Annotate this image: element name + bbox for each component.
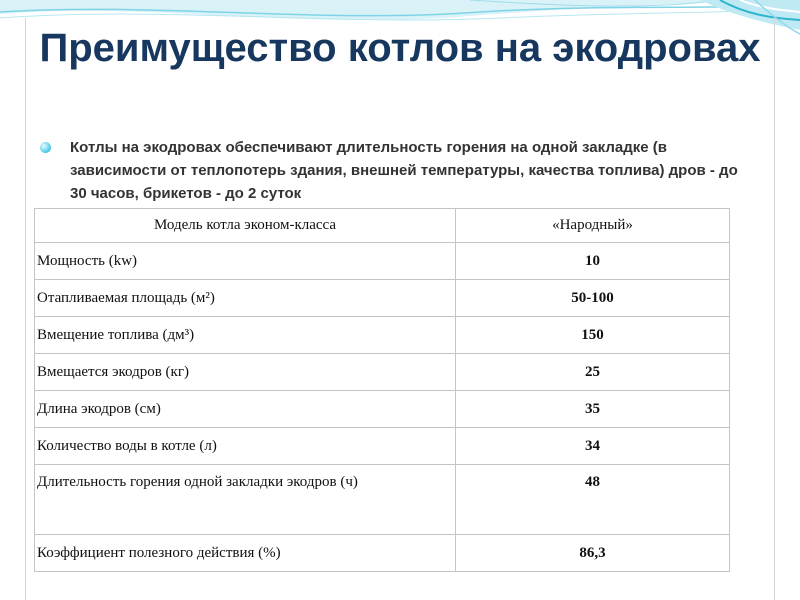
row-value: 150 — [456, 317, 730, 354]
table-row — [35, 391, 730, 428]
row-value: 35 — [456, 391, 730, 428]
row-value: 34 — [456, 428, 730, 465]
bullet-text: Котлы на экодровах обеспечивают длительность горения на одной закладке (в зависимости от теплопотерь здания, внешней температуры, качества топлива) дров - до 30 часов, брикетов - до 2 суток — [70, 139, 738, 202]
header-model-label: Модель котла эконом-класса — [35, 209, 456, 243]
boiler-spec-table — [34, 208, 730, 572]
row-value: 48 — [456, 465, 730, 535]
row-label: Мощность (kw) — [35, 243, 456, 280]
table-row — [35, 280, 730, 317]
row-value: 86,3 — [456, 535, 730, 572]
header-model-name: «Народный» — [456, 209, 730, 243]
table-row — [35, 243, 730, 280]
row-label: Вмещается экодров (кг) — [35, 354, 456, 391]
bullet-icon — [40, 142, 51, 153]
table-row — [35, 535, 730, 572]
row-label: Коэффициент полезного действия (%) — [35, 535, 456, 572]
row-label: Длина экодров (см) — [35, 391, 456, 428]
row-label: Вмещение топлива (дм³) — [35, 317, 456, 354]
row-value: 50-100 — [456, 280, 730, 317]
row-label: Отапливаемая площадь (м²) — [35, 280, 456, 317]
slide-title: Преимущество котлов на экодровах — [39, 26, 761, 70]
table-row — [35, 354, 730, 391]
row-value: 25 — [456, 354, 730, 391]
table-row — [35, 465, 730, 535]
table-row — [35, 317, 730, 354]
row-label: Количество воды в котле (л) — [35, 428, 456, 465]
table-header-row — [35, 209, 730, 243]
table-row — [35, 428, 730, 465]
row-label: Длительность горения одной закладки экодров (ч) — [35, 465, 456, 535]
row-value: 10 — [456, 243, 730, 280]
